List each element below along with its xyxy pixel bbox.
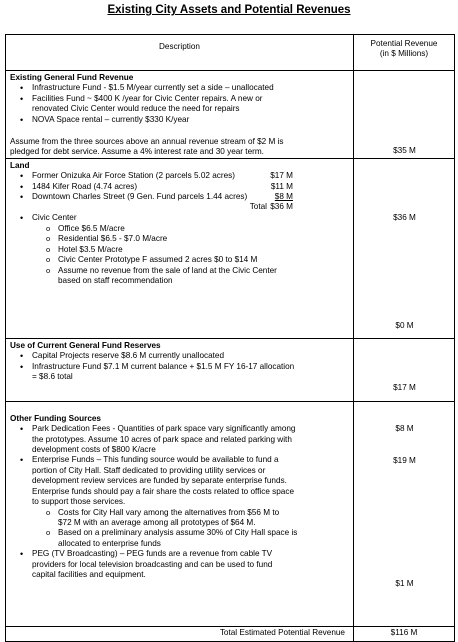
total-value: $116 M <box>354 626 455 641</box>
list-item: • Enterprise Funds – This funding source would be available to fund a portion of City Hall. Staff dedicated to providing utility services or development review services are funded by separate enterprise funds. Enterprise funds should pay a fair share the costs related to office space to support those services. <box>6 455 353 507</box>
sub-list-item: o Assume no revenue from the sale of land at the Civic Center based on staff recommendation <box>6 266 353 287</box>
section-title: Use of Current General Fund Reserves <box>10 340 161 350</box>
document-title: Existing City Assets and Potential Revenues <box>107 4 351 16</box>
land-total: Total $36 M <box>249 202 293 212</box>
section-reserves-value <box>354 338 455 401</box>
revenue-value: $8 M <box>395 423 414 433</box>
revenue-value: $17 M <box>393 382 416 392</box>
description-header: Description <box>6 35 354 71</box>
list-item: • NOVA Space rental – currently $330 K/year <box>6 115 353 125</box>
section-reserves-row <box>6 338 455 401</box>
section-other-row <box>6 401 455 626</box>
section-title: Existing General Fund Revenue <box>10 73 134 82</box>
section-title: Other Funding Sources <box>10 413 101 423</box>
list-item: • Infrastructure Fund $7.1 M current balance + $1.5 M FY 16-17 allocation = $8.6 total <box>6 362 353 383</box>
list-item: • Downtown Charles Street (9 Gen. Fund parcels 1.44 acres) $8 M <box>6 192 353 202</box>
sub-list-item: o Civic Center Prototype F assumed 2 acres $0 to $14 M <box>6 255 353 265</box>
assumption-text: Assume from the three sources above an annual revenue stream of $2 M is pledged for debt service. Assume a 4% interest rate and 30 year term. <box>10 137 284 157</box>
list-item: • Infrastructure Fund - $1.5 M/year currently set a side – unallocated <box>6 83 353 93</box>
section-land-description <box>6 158 354 338</box>
revenue-value: $0 M <box>395 320 414 330</box>
sub-list-item: o Office $6.5 M/acre <box>6 224 353 234</box>
list-item: • Park Dedication Fees - Quantities of park space vary significantly among the prototypes. Assume 10 acres of park space and related parking with development costs of $800 K/acre <box>6 424 353 455</box>
list-item: • Former Onizuka Air Force Station (2 parcels 5.02 acres) $17 M <box>6 171 353 181</box>
section-general-fund-value <box>354 71 455 159</box>
header-row <box>6 35 455 71</box>
section-other-value <box>354 401 455 626</box>
total-label: Total Estimated Potential Revenue <box>6 626 354 641</box>
revenue-value: $35 M <box>393 146 416 155</box>
list-item: • PEG (TV Broadcasting) – PEG funds are a revenue from cable TV providers for local television broadcasting and can be used to fund capital facilities and equipment. <box>6 549 353 580</box>
section-title: Land <box>10 160 30 170</box>
sub-list-item: o Costs for City Hall vary among the alternatives from $56 M to $72 M with an average among all prototypes of $64 M. <box>6 508 353 529</box>
sub-list-item: o Residential $6.5 - $7.0 M/acre <box>6 234 353 244</box>
section-land-row <box>6 158 455 338</box>
list-item: • Facilities Fund ~ $400 K /year for Civic Center repairs. A new or renovated Civic Center would reduce the need for repairs <box>6 94 353 115</box>
total-row <box>6 626 455 641</box>
section-land-value <box>354 158 455 338</box>
sub-list-item: o Based on a preliminary analysis assume 30% of City Hall space is allocated to enterprise funds <box>6 528 353 549</box>
revenue-value: $19 M <box>393 455 416 465</box>
list-item: • 1484 Kifer Road (4.74 acres) $11 M <box>6 182 353 192</box>
revenue-header: Potential Revenue (in $ Millions) <box>354 35 455 71</box>
section-general-fund-row <box>6 71 455 159</box>
section-reserves-description <box>6 338 354 401</box>
section-general-fund-description <box>6 71 354 159</box>
sub-list-item: o Hotel $3.5 M/acre <box>6 245 353 255</box>
list-item: • Civic Center <box>6 213 353 223</box>
section-other-description <box>6 401 354 626</box>
assets-table <box>5 34 455 642</box>
list-item: • Capital Projects reserve $8.6 M currently unallocated <box>6 351 353 361</box>
revenue-value: $36 M <box>393 212 416 222</box>
revenue-value: $1 M <box>395 578 414 588</box>
